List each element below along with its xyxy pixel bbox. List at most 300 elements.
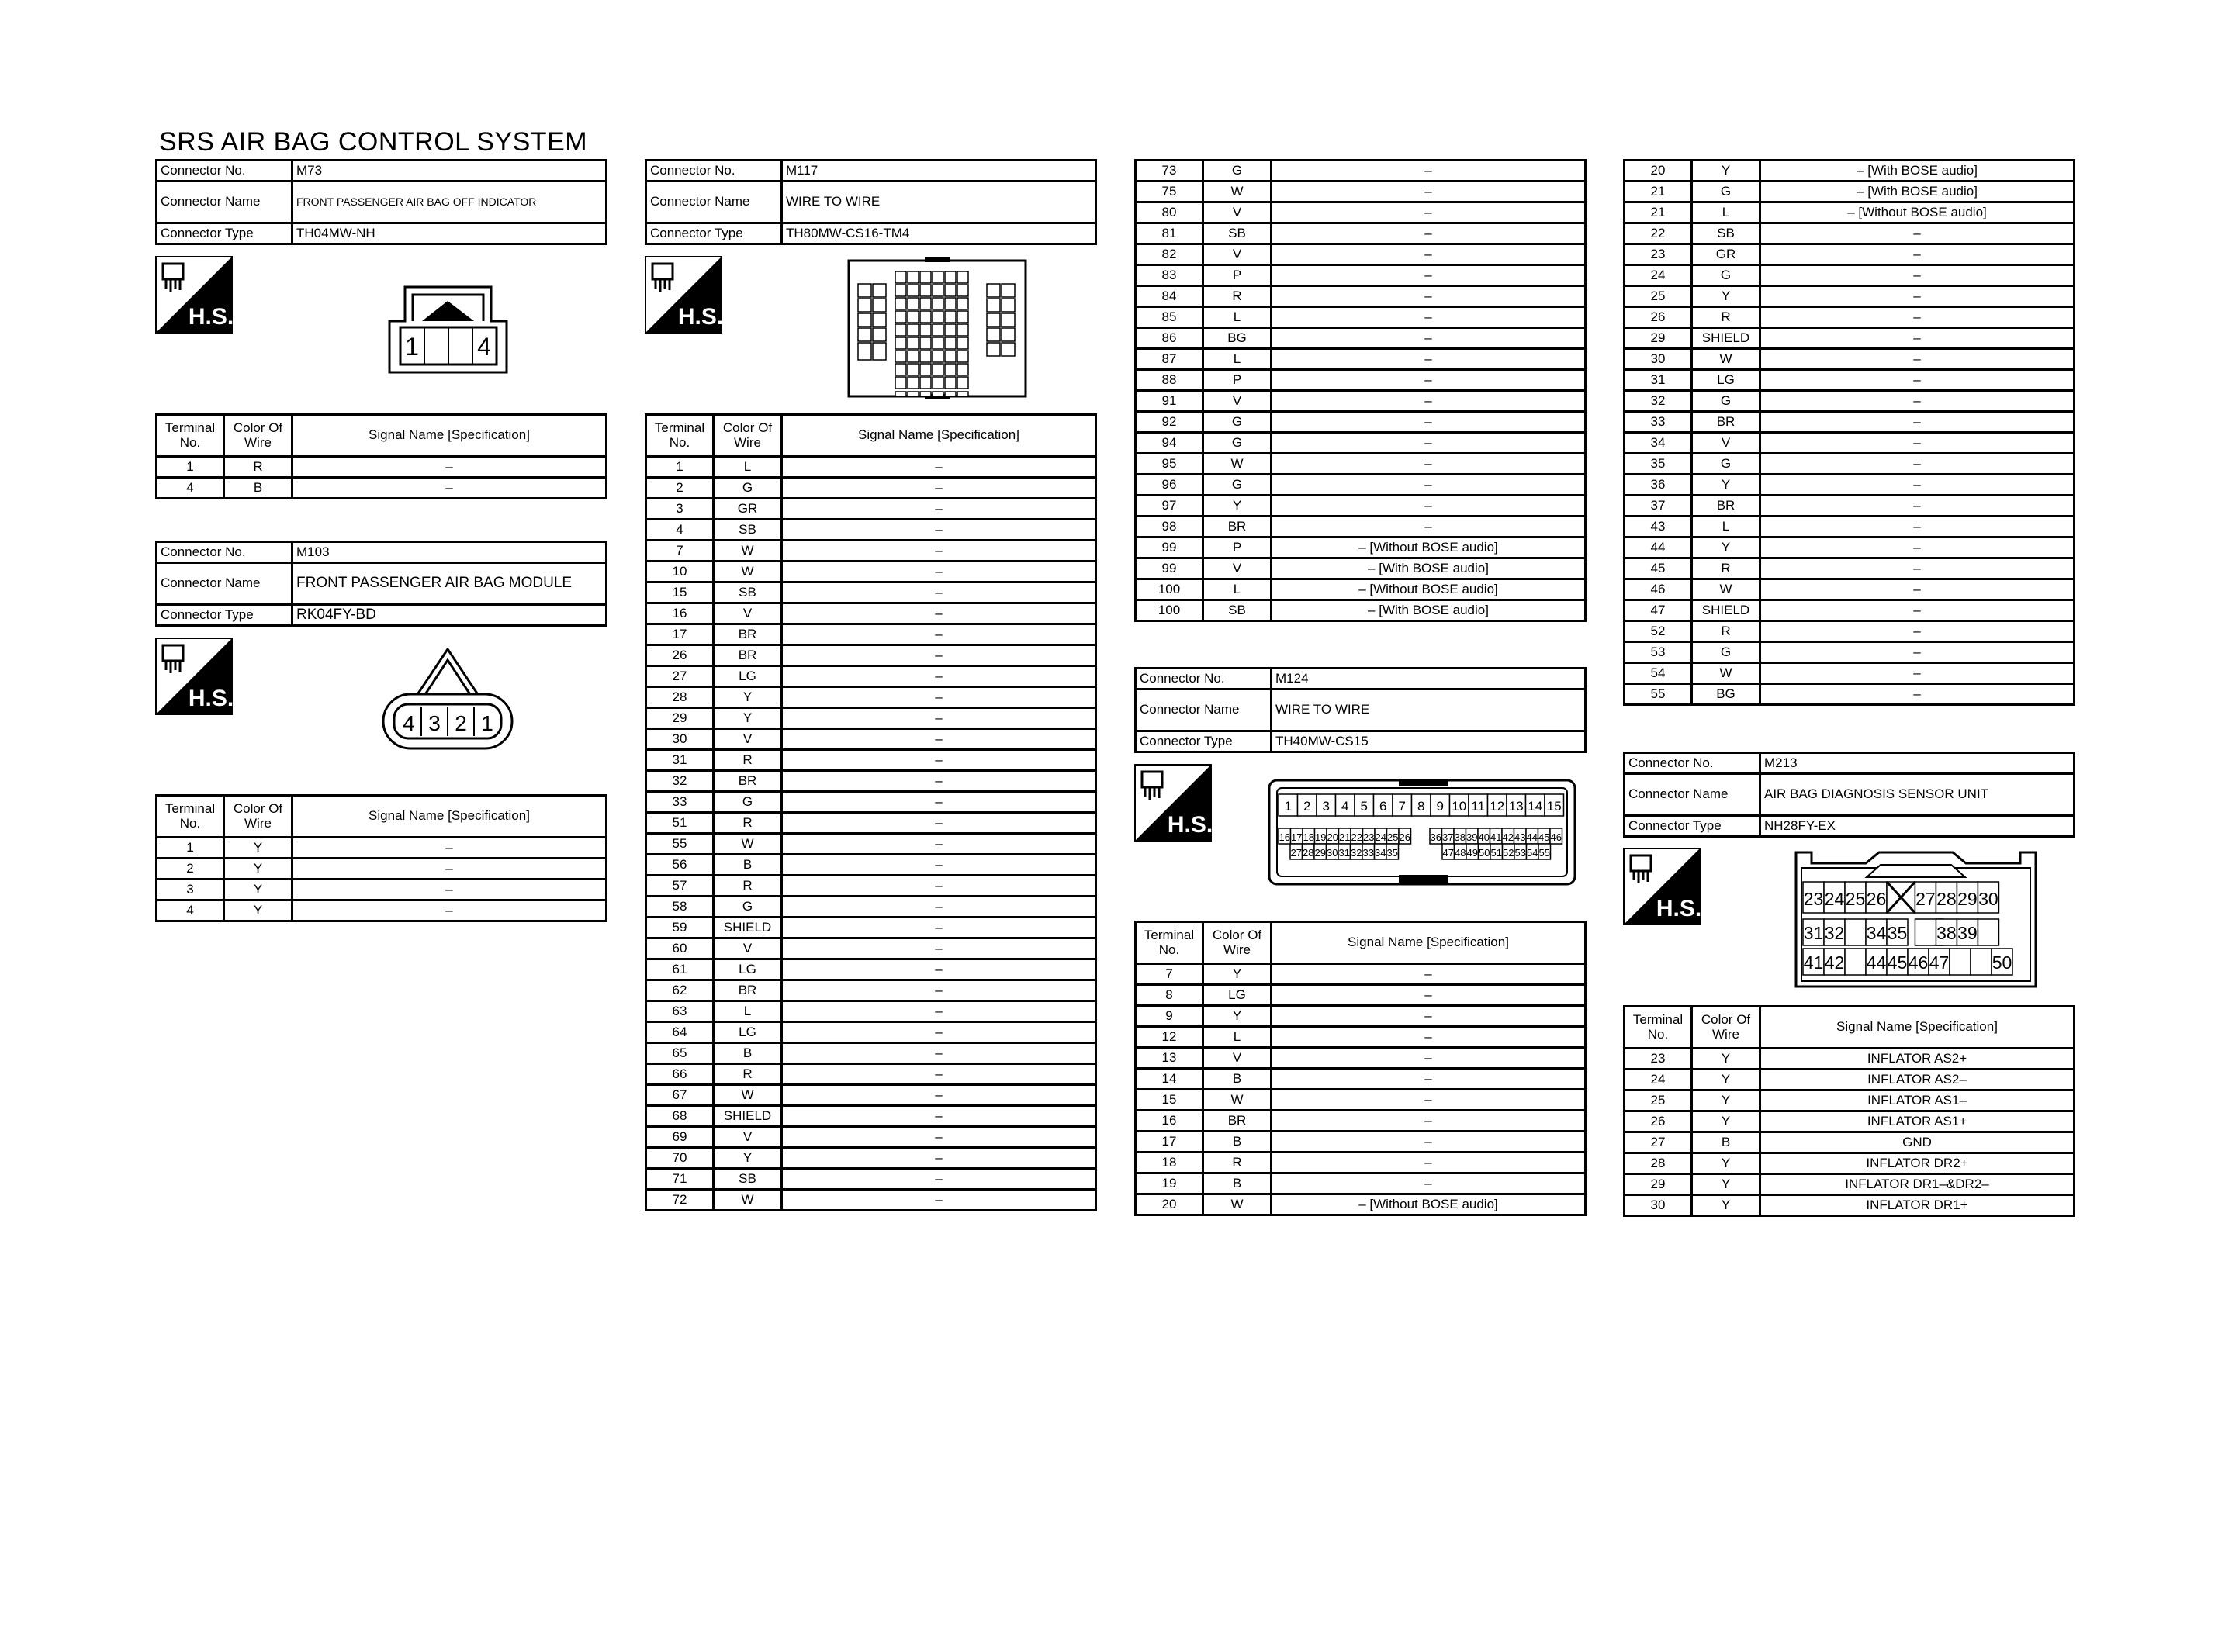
- signal-name-cell: –: [1272, 517, 1586, 537]
- pin-label: 50: [1992, 952, 2012, 973]
- terminal-no-cell: 56: [646, 855, 714, 876]
- pin-cavity: [987, 313, 1000, 327]
- pin-cavity: [908, 377, 919, 389]
- table-row: [1625, 1090, 2075, 1111]
- table-row: [646, 1190, 1096, 1211]
- signal-name-cell: –: [782, 1169, 1096, 1190]
- terminal-no-cell: 14: [1136, 1069, 1203, 1090]
- terminal-no-cell: 47: [1625, 600, 1692, 621]
- table-row: [1136, 475, 1586, 496]
- wire-color-cell: R: [1203, 1153, 1272, 1173]
- table-row: [1625, 475, 2075, 496]
- terminal-no-cell: 1: [157, 457, 224, 478]
- signal-name-cell: –: [782, 1043, 1096, 1064]
- hs-label: H.S.: [188, 304, 233, 330]
- header: Terminal No.: [157, 415, 224, 457]
- wire-color-cell: R: [714, 750, 782, 771]
- table-row: [1625, 684, 2075, 705]
- wire-color-cell: P: [1203, 370, 1272, 391]
- wire-color-cell: LG: [714, 1022, 782, 1043]
- pin-cavity: [1978, 919, 1998, 945]
- terminal-no-cell: 15: [1136, 1090, 1203, 1111]
- pin-label: 2: [455, 711, 467, 735]
- wire-color-cell: G: [1203, 412, 1272, 433]
- pin-cavity: [957, 337, 968, 349]
- signal-name-cell: –: [1272, 1048, 1586, 1069]
- table-row: [1625, 1111, 2075, 1132]
- wire-color-cell: V: [1203, 202, 1272, 223]
- pin-label: 38: [1936, 923, 1957, 943]
- pin-cavity: [957, 324, 968, 336]
- wire-color-cell: BR: [1203, 517, 1272, 537]
- pin-label: 23: [1363, 831, 1375, 843]
- wire-color-cell: Y: [1203, 1006, 1272, 1027]
- signal-name-cell: –: [1272, 1173, 1586, 1194]
- terminal-no-cell: 19: [1136, 1173, 1203, 1194]
- table-row: [646, 582, 1096, 603]
- connector-type: TH40MW-CS15: [1272, 731, 1586, 752]
- signal-name-cell: –: [1272, 328, 1586, 349]
- wire-color-cell: BR: [714, 980, 782, 1001]
- pin-cavity: [920, 311, 931, 323]
- table-row: [646, 938, 1096, 959]
- terminal-no-cell: 86: [1136, 328, 1203, 349]
- table-row: [646, 897, 1096, 918]
- wire-color-cell: B: [1203, 1132, 1272, 1153]
- m73-terminal-table: [155, 413, 607, 499]
- pin-label: 4: [403, 711, 415, 735]
- pin-label: 35: [1386, 847, 1398, 859]
- terminal-no-cell: 1: [646, 457, 714, 478]
- pin-cavity: [945, 351, 956, 362]
- signal-name-cell: –: [1760, 391, 2075, 412]
- pin-cavity: [933, 311, 943, 323]
- signal-name-cell: –: [292, 859, 607, 880]
- terminal-no-cell: 99: [1136, 558, 1203, 579]
- m213-connector-face: [1794, 848, 2038, 993]
- hs-label: H.S.: [1167, 812, 1212, 838]
- connector-no: M73: [292, 161, 607, 181]
- signal-name-cell: INFLATOR DR1–&DR2–: [1760, 1174, 2075, 1195]
- pin-label: 45: [1887, 952, 1908, 973]
- pin-cavity: [908, 285, 919, 296]
- wire-color-cell: V: [1203, 244, 1272, 265]
- terminal-no-cell: 75: [1136, 181, 1203, 202]
- terminal-no-cell: 4: [646, 520, 714, 541]
- terminal-no-cell: 87: [1136, 349, 1203, 370]
- table-row: [1136, 1173, 1586, 1194]
- signal-name-cell: –: [1760, 496, 2075, 517]
- signal-name-cell: –: [292, 900, 607, 921]
- pin-label: 34: [1375, 847, 1386, 859]
- pin-cavity: [858, 343, 871, 360]
- terminal-no-cell: 100: [1136, 579, 1203, 600]
- pin-label: 9: [1436, 799, 1444, 814]
- table-row: [1625, 1070, 2075, 1090]
- header: Signal Name [Specification]: [292, 796, 607, 838]
- signal-name-cell: –: [782, 771, 1096, 792]
- wire-color-cell: V: [1203, 1048, 1272, 1069]
- terminal-no-cell: 21: [1625, 181, 1692, 202]
- table-row: [646, 855, 1096, 876]
- table-row: [1625, 600, 2075, 621]
- pin-cavity: [933, 337, 943, 349]
- table-row: [646, 1127, 1096, 1148]
- signal-name-cell: –: [1272, 454, 1586, 475]
- terminal-no-cell: 61: [646, 959, 714, 980]
- hs-label: H.S.: [1656, 896, 1701, 921]
- terminal-no-cell: 25: [1625, 1090, 1692, 1111]
- pin-cavity: [920, 364, 931, 375]
- table-row: [1136, 537, 1586, 558]
- pin-cavity: [957, 377, 968, 389]
- pin-label: 31: [1338, 847, 1350, 859]
- terminal-no-cell: 7: [1136, 964, 1203, 985]
- signal-name-cell: –: [1272, 202, 1586, 223]
- header: Signal Name [Specification]: [1760, 1007, 2075, 1049]
- table-row: [646, 624, 1096, 645]
- pin-label: 39: [1466, 831, 1478, 843]
- pin-cavity: [908, 324, 919, 336]
- terminal-no-cell: 18: [1136, 1153, 1203, 1173]
- m124-terminal-table-continued: [1623, 159, 2075, 706]
- table-row: [646, 478, 1096, 499]
- wire-color-cell: BR: [1692, 412, 1760, 433]
- table-row: [1136, 1132, 1586, 1153]
- wire-color-cell: V: [714, 938, 782, 959]
- terminal-no-cell: 4: [157, 900, 224, 921]
- wire-color-cell: Y: [1692, 1153, 1760, 1174]
- wire-color-cell: B: [224, 478, 292, 499]
- signal-name-cell: –: [1272, 1069, 1586, 1090]
- signal-name-cell: –: [1272, 964, 1586, 985]
- terminal-no-cell: 28: [1625, 1153, 1692, 1174]
- table-row: [1136, 391, 1586, 412]
- wire-color-cell: Y: [714, 708, 782, 729]
- table-row: [1136, 985, 1586, 1006]
- wire-color-cell: G: [714, 792, 782, 813]
- connector-name: FRONT PASSENGER AIR BAG OFF INDICATOR: [292, 181, 607, 223]
- signal-name-cell: –: [782, 980, 1096, 1001]
- pin-label: 41: [1803, 952, 1824, 973]
- label: Connector Type: [646, 223, 782, 244]
- pin-label: 27: [1915, 889, 1936, 909]
- signal-name-cell: –: [1272, 307, 1586, 328]
- signal-name-cell: –: [1760, 328, 2075, 349]
- table-row: [1136, 223, 1586, 244]
- pin-cavity: [945, 324, 956, 336]
- table-row: [157, 880, 607, 900]
- pin-cavity: [933, 298, 943, 309]
- pin-cavity: [873, 284, 886, 297]
- terminal-no-cell: 26: [1625, 307, 1692, 328]
- wire-color-cell: L: [1692, 517, 1760, 537]
- wire-color-cell: B: [1203, 1069, 1272, 1090]
- signal-name-cell: –: [1760, 349, 2075, 370]
- pin-label: 14: [1528, 799, 1543, 814]
- terminal-no-cell: 73: [1136, 161, 1203, 181]
- table-row: [1625, 1153, 2075, 1174]
- pin-cavity: [945, 311, 956, 323]
- signal-name-cell: –: [1760, 454, 2075, 475]
- pin-label: 26: [1399, 831, 1410, 843]
- table-row: [1136, 1027, 1586, 1048]
- pin-label: 53: [1514, 847, 1526, 859]
- connector-type: NH28FY-EX: [1760, 816, 2075, 837]
- pin-label: 17: [1291, 831, 1303, 843]
- terminal-no-cell: 17: [646, 624, 714, 645]
- table-row: [1136, 265, 1586, 286]
- pin-cavity: [987, 328, 1000, 341]
- wire-color-cell: Y: [1692, 1195, 1760, 1216]
- signal-name-cell: –: [782, 687, 1096, 708]
- m117-info: [645, 159, 1097, 245]
- wire-color-cell: BR: [714, 771, 782, 792]
- header: Color Of Wire: [224, 415, 292, 457]
- table-row: [646, 541, 1096, 562]
- wire-color-cell: V: [1692, 433, 1760, 454]
- connector-no: M117: [782, 161, 1096, 181]
- wire-color-cell: GR: [714, 499, 782, 520]
- signal-name-cell: –: [1272, 433, 1586, 454]
- table-row: [646, 1001, 1096, 1022]
- signal-name-cell: –: [1272, 161, 1586, 181]
- signal-name-cell: –: [292, 880, 607, 900]
- table-row: [1625, 433, 2075, 454]
- pin-label: 6: [1379, 799, 1387, 814]
- terminal-no-cell: 66: [646, 1064, 714, 1085]
- signal-name-cell: –: [1760, 412, 2075, 433]
- pin-cavity: [920, 271, 931, 283]
- pin-cavity: [895, 324, 906, 336]
- pin-cavity: [957, 271, 968, 283]
- pin-cavity: [933, 324, 943, 336]
- m103-connector-face: [380, 648, 516, 756]
- table-row: [1625, 1049, 2075, 1070]
- table-row: [1136, 579, 1586, 600]
- pin-label: 3: [1322, 799, 1330, 814]
- wire-color-cell: L: [714, 457, 782, 478]
- terminal-no-cell: 70: [646, 1148, 714, 1169]
- pin-label: 19: [1315, 831, 1327, 843]
- wire-color-cell: L: [1203, 1027, 1272, 1048]
- table-row: [1136, 349, 1586, 370]
- pin-cavity: [920, 337, 931, 349]
- pin-cavity: [1845, 919, 1866, 945]
- signal-name-cell: –: [1272, 265, 1586, 286]
- table-row: [1136, 202, 1586, 223]
- table-row: [646, 1148, 1096, 1169]
- pin-label: 22: [1351, 831, 1362, 843]
- pin-label: 24: [1824, 889, 1845, 909]
- terminal-no-cell: 37: [1625, 496, 1692, 517]
- pin-label: 16: [1279, 831, 1290, 843]
- wire-color-cell: G: [714, 897, 782, 918]
- wire-color-cell: Y: [714, 687, 782, 708]
- signal-name-cell: –: [1760, 370, 2075, 391]
- header: Terminal No.: [1625, 1007, 1692, 1049]
- wire-color-cell: Y: [1692, 1111, 1760, 1132]
- table-row: [646, 1085, 1096, 1106]
- terminal-no-cell: 33: [646, 792, 714, 813]
- wire-color-cell: W: [714, 562, 782, 582]
- table-row: [1136, 1111, 1586, 1132]
- table-row: [1625, 161, 2075, 181]
- table-row: [646, 1064, 1096, 1085]
- terminal-no-cell: 23: [1625, 1049, 1692, 1070]
- pin-label: 25: [1387, 831, 1399, 843]
- pin-label: 18: [1303, 831, 1314, 843]
- signal-name-cell: –: [1272, 391, 1586, 412]
- pin-label: 24: [1375, 831, 1386, 843]
- table-row: [1625, 244, 2075, 265]
- pin-cavity: [957, 364, 968, 375]
- terminal-no-cell: 3: [157, 880, 224, 900]
- table-row: [1136, 181, 1586, 202]
- table-row: [1136, 1090, 1586, 1111]
- terminal-no-cell: 91: [1136, 391, 1203, 412]
- connector-type: TH80MW-CS16-TM4: [782, 223, 1096, 244]
- signal-name-cell: –: [782, 478, 1096, 499]
- terminal-no-cell: 27: [646, 666, 714, 687]
- m213-info: [1623, 752, 2075, 838]
- table-row: [1136, 517, 1586, 537]
- pin-label: 26: [1866, 889, 1887, 909]
- terminal-no-cell: 32: [646, 771, 714, 792]
- terminal-no-cell: 31: [1625, 370, 1692, 391]
- pin-cavity: [945, 285, 956, 296]
- wire-color-cell: G: [714, 478, 782, 499]
- connector-name: FRONT PASSENGER AIR BAG MODULE: [292, 563, 607, 605]
- signal-name-cell: – [Without BOSE audio]: [1272, 1194, 1586, 1215]
- wire-color-cell: SB: [714, 520, 782, 541]
- terminal-no-cell: 67: [646, 1085, 714, 1106]
- wire-color-cell: W: [1203, 181, 1272, 202]
- pin-cavity: [920, 377, 931, 389]
- table-row: [1136, 244, 1586, 265]
- terminal-no-cell: 31: [646, 750, 714, 771]
- terminal-no-cell: 20: [1136, 1194, 1203, 1215]
- pin-cavity: [920, 285, 931, 296]
- terminal-no-cell: 26: [1625, 1111, 1692, 1132]
- pin-cavity: [933, 364, 943, 375]
- terminal-no-cell: 53: [1625, 642, 1692, 663]
- terminal-no-cell: 94: [1136, 433, 1203, 454]
- signal-name-cell: –: [1272, 1027, 1586, 1048]
- signal-name-cell: –: [782, 1106, 1096, 1127]
- terminal-no-cell: 20: [1625, 161, 1692, 181]
- terminal-no-cell: 1: [157, 838, 224, 859]
- table-row: [646, 1106, 1096, 1127]
- signal-name-cell: –: [1760, 433, 2075, 454]
- pin-cavity: [1845, 949, 1866, 975]
- signal-name-cell: –: [1760, 600, 2075, 621]
- connector-type: RK04FY-BD: [292, 605, 607, 626]
- terminal-no-cell: 33: [1625, 412, 1692, 433]
- table-row: [646, 687, 1096, 708]
- pin-cavity: [933, 285, 943, 296]
- signal-name-cell: –: [782, 1085, 1096, 1106]
- wire-color-cell: V: [1203, 391, 1272, 412]
- wire-color-cell: SHIELD: [714, 918, 782, 938]
- pin-label: 28: [1303, 847, 1314, 859]
- signal-name-cell: –: [782, 541, 1096, 562]
- table-row: [1625, 265, 2075, 286]
- pin-cavity: [1002, 284, 1015, 297]
- table-row: [1136, 1069, 1586, 1090]
- signal-name-cell: –: [782, 1022, 1096, 1043]
- terminal-no-cell: 51: [646, 813, 714, 834]
- signal-name-cell: –: [1272, 1006, 1586, 1027]
- signal-name-cell: –: [1760, 579, 2075, 600]
- pin-label: 1: [481, 711, 493, 735]
- terminal-no-cell: 23: [1625, 244, 1692, 265]
- pin-cavity: [945, 377, 956, 389]
- terminal-no-cell: 4: [157, 478, 224, 499]
- terminal-no-cell: 100: [1136, 600, 1203, 621]
- wire-color-cell: W: [1692, 579, 1760, 600]
- wire-color-cell: W: [1692, 663, 1760, 684]
- table-row: [646, 771, 1096, 792]
- terminal-no-cell: 57: [646, 876, 714, 897]
- pin-cavity: [908, 271, 919, 283]
- wire-color-cell: Y: [1692, 286, 1760, 307]
- table-row: [1136, 370, 1586, 391]
- pin-label: 32: [1351, 847, 1362, 859]
- pin-label: 5: [1360, 799, 1368, 814]
- wire-color-cell: R: [714, 1064, 782, 1085]
- pin-label: 7: [1398, 799, 1406, 814]
- pin-label: 32: [1824, 923, 1845, 943]
- label: Connector Name: [1625, 774, 1760, 816]
- pin-cavity: [873, 343, 886, 360]
- signal-name-cell: –: [782, 897, 1096, 918]
- wire-color-cell: L: [714, 1001, 782, 1022]
- wire-color-cell: W: [1692, 349, 1760, 370]
- wire-color-cell: R: [714, 813, 782, 834]
- table-row: [1136, 307, 1586, 328]
- pin-cavity: [987, 343, 1000, 356]
- wire-color-cell: SB: [714, 1169, 782, 1190]
- pin-label: 47: [1442, 847, 1454, 859]
- connector-no: M124: [1272, 669, 1586, 689]
- pin-label: 48: [1455, 847, 1466, 859]
- pin-cavity: [908, 337, 919, 349]
- terminal-no-cell: 16: [646, 603, 714, 624]
- terminal-no-cell: 2: [646, 478, 714, 499]
- pin-cavity: [895, 298, 906, 309]
- wire-color-cell: L: [1203, 307, 1272, 328]
- table-row: [1136, 1153, 1586, 1173]
- wire-color-cell: Y: [1692, 1049, 1760, 1070]
- connector-name: WIRE TO WIRE: [782, 181, 1096, 223]
- wire-color-cell: L: [1203, 349, 1272, 370]
- pin-label: 45: [1538, 831, 1550, 843]
- table-row: [1625, 307, 2075, 328]
- wire-color-cell: Y: [1692, 1070, 1760, 1090]
- connector-no: M103: [292, 542, 607, 563]
- pin-cavity: [858, 328, 871, 341]
- terminal-no-cell: 62: [646, 980, 714, 1001]
- terminal-no-cell: 96: [1136, 475, 1203, 496]
- signal-name-cell: –: [1272, 1111, 1586, 1132]
- signal-name-cell: –: [1760, 558, 2075, 579]
- terminal-no-cell: 25: [1625, 286, 1692, 307]
- signal-name-cell: –: [782, 750, 1096, 771]
- harness-side-icon: [1623, 848, 1701, 925]
- pin-label: 35: [1887, 923, 1908, 943]
- wire-color-cell: Y: [224, 838, 292, 859]
